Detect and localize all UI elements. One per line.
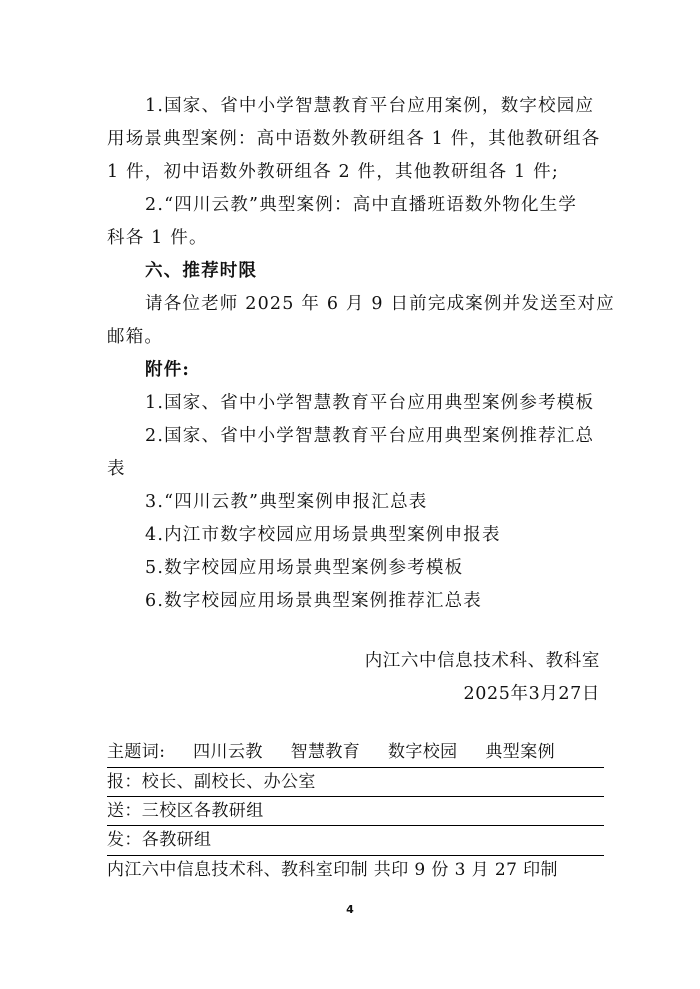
keyword-4: 典型案例 xyxy=(485,742,556,762)
attachment-item-2: 2.国家、省中小学智慧教育平台应用典型案例推荐汇总 xyxy=(145,426,595,446)
signature-organization: 内江六中信息技术科、教科室 xyxy=(364,651,600,671)
attachment-item-5: 5.数字校园应用场景典型案例参考模板 xyxy=(145,558,464,578)
paragraph-2-line-1: 2.“四川云教”典型案例：高中直播班语数外物化生学 xyxy=(145,195,578,215)
attachment-item-3: 3.“四川云教”典型案例申报汇总表 xyxy=(145,492,428,512)
attachment-item-1: 1.国家、省中小学智慧教育平台应用典型案例参考模板 xyxy=(145,393,595,413)
attachments-heading: 附件: xyxy=(145,360,191,380)
print-info-line: 内江六中信息技术科、教科室印制 共印 9 份 3 月 27 印制 xyxy=(107,860,558,880)
keyword-3: 数字校园 xyxy=(387,742,458,762)
paragraph-1-line-3: 1 件，初中语数外教研组各 2 件，其他教研组各 1 件; xyxy=(107,162,559,182)
issue-to-line: 发：各教研组 xyxy=(107,830,212,850)
attachment-item-6: 6.数字校园应用场景典型案例推荐汇总表 xyxy=(145,591,482,611)
divider-2 xyxy=(107,825,604,826)
section-6-heading: 六、推荐时限 xyxy=(145,261,258,281)
paragraph-1-line-2: 用场景典型案例：高中语数外教研组各 1 件，其他教研组各 xyxy=(107,129,601,149)
divider-top xyxy=(107,767,604,768)
paragraph-1-line-1: 1.国家、省中小学智慧教育平台应用案例，数字校园应 xyxy=(145,96,595,116)
keyword-2: 智慧教育 xyxy=(290,742,361,762)
report-to-line: 报：校长、副校长、办公室 xyxy=(107,772,316,792)
page-number: 4 xyxy=(346,903,354,916)
deadline-line-1: 请各位老师 2025 年 6 月 9 日前完成案例并发送至对应 xyxy=(145,294,615,314)
divider-1 xyxy=(107,796,604,797)
paragraph-2-line-2: 科各 1 件。 xyxy=(107,228,208,248)
keywords-line xyxy=(107,741,604,763)
keywords-label: 主题词: xyxy=(107,742,166,762)
divider-3 xyxy=(107,855,604,856)
signature-date: 2025年3月27日 xyxy=(463,684,600,704)
deadline-line-2: 邮箱。 xyxy=(107,327,164,347)
attachment-item-2-continuation: 表 xyxy=(107,459,126,479)
attachment-item-4: 4.内江市数字校园应用场景典型案例申报表 xyxy=(145,525,501,545)
send-to-line: 送：三校区各教研组 xyxy=(107,801,264,821)
keyword-1: 四川云教 xyxy=(193,742,263,762)
